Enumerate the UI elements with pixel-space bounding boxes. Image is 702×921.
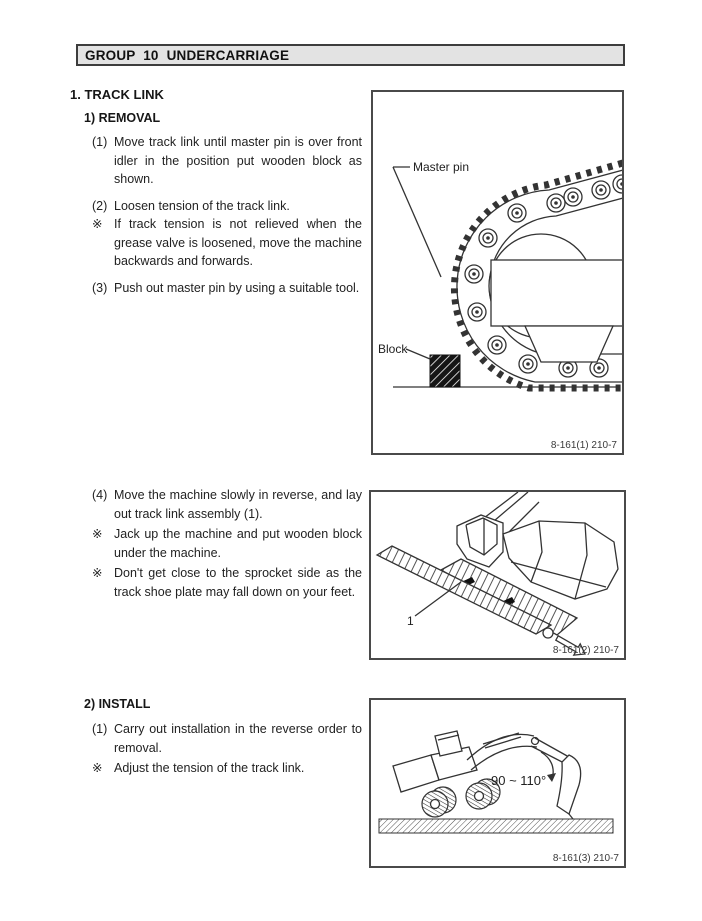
procedure-note (92, 525, 362, 562)
step-marker: (3) (92, 280, 108, 295)
procedure-note (92, 215, 362, 271)
ground-hatch (379, 819, 613, 833)
removal-heading: 1) REMOVAL (84, 111, 161, 125)
note-text: Adjust the tension of the track link. (114, 761, 305, 775)
track-link-illustration (373, 92, 622, 453)
section-title: 1. TRACK LINK (70, 87, 164, 102)
procedure-step (92, 133, 362, 189)
figure-track-link-removal (371, 90, 624, 455)
procedure-step (92, 486, 362, 523)
group-header-bar (76, 44, 625, 66)
excavator-body (393, 731, 477, 792)
step-marker: (1) (92, 135, 108, 149)
excavator-angle-illustration (371, 700, 624, 866)
master-pin-label: Master pin (413, 160, 470, 174)
part-number-label: 1 (407, 614, 414, 628)
figure-caption: 8-161(2) 210-7 (552, 645, 619, 656)
note-marker: ※ (92, 566, 103, 580)
procedure-step (92, 279, 362, 298)
wooden-block (430, 355, 460, 387)
angle-annotation (491, 752, 556, 788)
step-text: Push out master pin by using a suitable tool. (114, 280, 360, 295)
group-header-title: GROUP 10 UNDERCARRIAGE (85, 47, 290, 63)
step-marker: (4) (92, 488, 108, 502)
step-text: Move track link until master pin is over front idler in the position put wooden block as shown. (114, 135, 362, 186)
machine-frame (491, 260, 622, 362)
step-marker: (1) (92, 722, 108, 736)
note-text: Jack up the machine and put wooden block under the machine. (114, 527, 362, 560)
excavator-reverse-illustration (371, 492, 624, 658)
procedure-note (92, 564, 362, 601)
note-marker: ※ (92, 761, 103, 775)
procedure-step (92, 197, 362, 216)
figure-install-angle (369, 698, 626, 868)
install-steps-group (92, 720, 362, 778)
note-marker: ※ (92, 217, 103, 231)
removal-steps-group1 (92, 133, 362, 297)
removal-steps-group2 (92, 486, 362, 601)
angle-label: 90 ~ 110° (491, 773, 547, 788)
step-text: Move the machine slowly in reverse, and lay out track link assembly (1). (114, 488, 362, 521)
figure-caption: 8-161(3) 210-7 (552, 853, 619, 864)
note-text: Don't get close to the sprocket side as the track shoe plate may fall down on your feet. (114, 566, 362, 599)
step-marker: (2) (92, 198, 108, 213)
step-text: Loosen tension of the track link. (114, 198, 290, 213)
procedure-step (92, 720, 362, 757)
block-label: Block (378, 342, 408, 356)
install-heading: 2) INSTALL (84, 697, 151, 711)
procedure-note (92, 759, 362, 778)
figure-caption: 8-161(1) 210-7 (550, 440, 617, 451)
note-text: If track tension is not relieved when the grease valve is loosened, move the machine backwards and forwards. (114, 217, 362, 268)
note-marker: ※ (92, 527, 103, 541)
step-text: Carry out installation in the reverse order to removal. (114, 722, 362, 755)
figure-track-laid-out (369, 490, 626, 660)
